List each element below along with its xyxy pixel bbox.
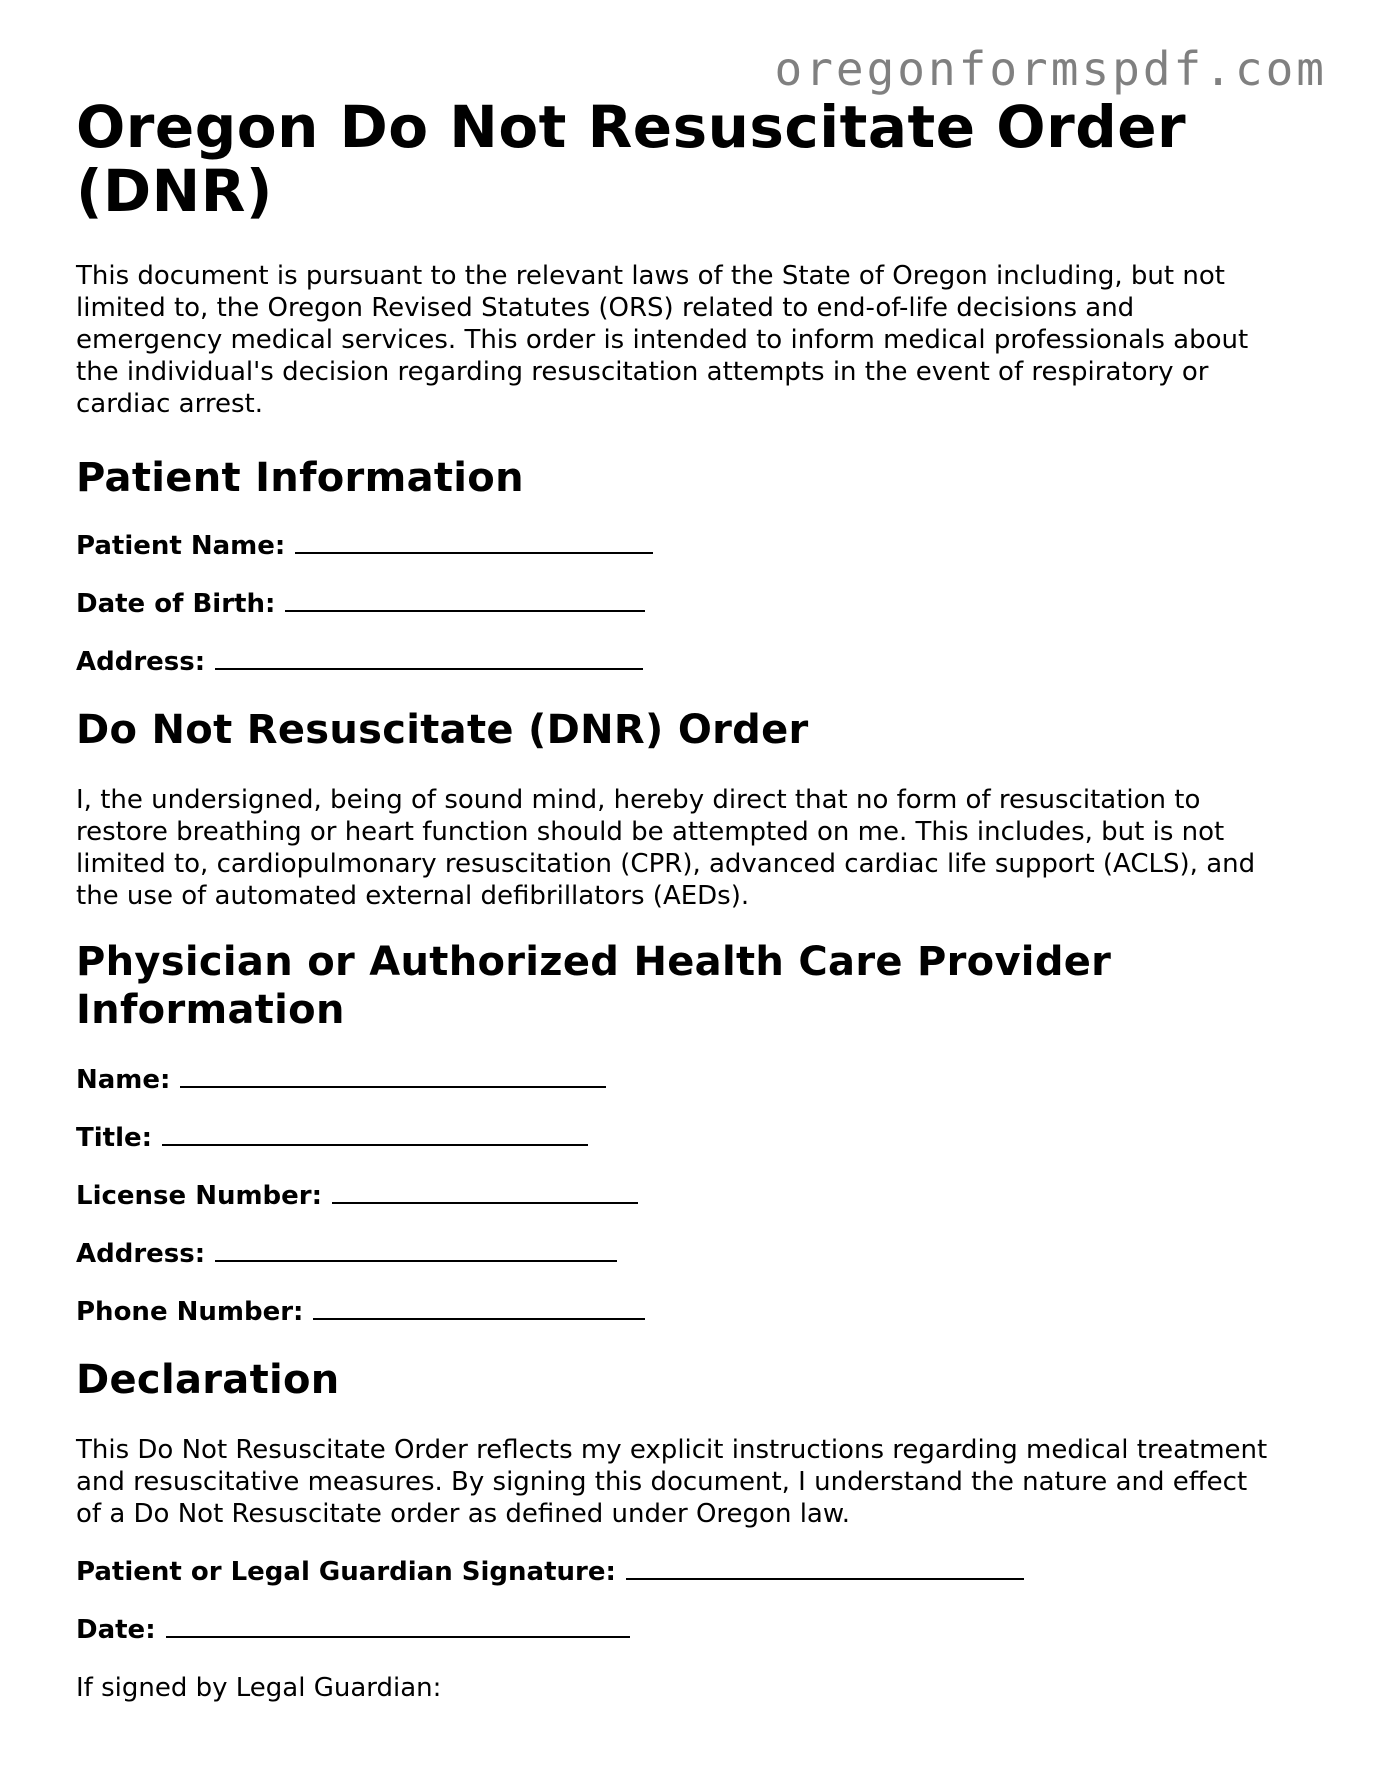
phone-number-field[interactable] <box>76 1296 1316 1328</box>
signature-line[interactable] <box>626 1556 1024 1580</box>
physician-title-field[interactable] <box>76 1122 1316 1154</box>
signature-date-line[interactable] <box>166 1614 630 1638</box>
license-number-field[interactable] <box>76 1180 1316 1212</box>
dnr-document <box>76 93 1316 1704</box>
document-title: Oregon Do Not Resuscitate Order (DNR) <box>76 93 1187 225</box>
declaration-paragraph: This Do Not Resuscitate Order reflects my explicit instructions regarding medical treatment and resuscitative measures. By signing this document, I understand the nature and effect of a Do Not Resuscitate order as defined under Oregon law. <box>76 1434 1268 1529</box>
patient-name-line[interactable] <box>295 530 653 554</box>
license-number-label: License Number: <box>76 1180 323 1211</box>
patient-name-field[interactable] <box>76 530 1316 562</box>
signature-label: Patient or Legal Guardian Signature: <box>76 1556 616 1587</box>
patient-info-heading: Patient Information <box>76 454 524 501</box>
physician-title-line[interactable] <box>162 1122 588 1146</box>
physician-name-field[interactable] <box>76 1064 1316 1096</box>
signature-field[interactable] <box>76 1556 1316 1588</box>
physician-heading-line1: Physician or Authorized Health Care Provider <box>76 938 1112 985</box>
guardian-note: If signed by Legal Guardian: <box>76 1672 442 1703</box>
intro-paragraph: This document is pursuant to the relevant laws of the State of Oregon including, but not limited to, the Oregon Revised Statutes (ORS) related to end-of-life decisions and emergency medical services. This order is intended to inform medical professionals about the individual's decision regarding resuscitation attempts in the event of respiratory or cardiac arrest. <box>76 260 1249 419</box>
date-of-birth-line[interactable] <box>285 588 645 612</box>
patient-address-field[interactable] <box>76 646 1316 678</box>
phone-number-label: Phone Number: <box>76 1296 304 1327</box>
signature-date-label: Date: <box>76 1614 156 1645</box>
physician-name-line[interactable] <box>180 1064 606 1088</box>
physician-title-label: Title: <box>76 1122 153 1153</box>
physician-address-line[interactable] <box>215 1238 617 1262</box>
date-of-birth-field[interactable] <box>76 588 1316 620</box>
license-number-line[interactable] <box>332 1180 638 1204</box>
patient-name-label: Patient Name: <box>76 530 286 561</box>
physician-address-label: Address: <box>76 1238 206 1269</box>
declaration-heading: Declaration <box>76 1356 340 1403</box>
phone-number-line[interactable] <box>313 1296 645 1320</box>
site-watermark: oregonformspdf.com <box>774 42 1327 96</box>
dnr-order-paragraph: I, the undersigned, being of sound mind, hereby direct that no form of resuscitation to restore breathing or heart function should be attempted on me. This includes, but is not limited to, cardiopulmonary resuscitation (CPR), advanced cardiac life support (ACLS), and the use of automated external defibrillators (AEDs). <box>76 784 1256 911</box>
signature-date-field[interactable] <box>76 1614 1316 1646</box>
physician-heading-line2: Information <box>76 986 345 1033</box>
physician-info-heading <box>76 938 1316 1034</box>
patient-address-label: Address: <box>76 646 206 677</box>
physician-name-label: Name: <box>76 1064 171 1095</box>
dnr-order-heading: Do Not Resuscitate (DNR) Order <box>76 706 809 753</box>
physician-address-field[interactable] <box>76 1238 1316 1270</box>
date-of-birth-label: Date of Birth: <box>76 588 276 619</box>
patient-address-line[interactable] <box>215 646 643 670</box>
